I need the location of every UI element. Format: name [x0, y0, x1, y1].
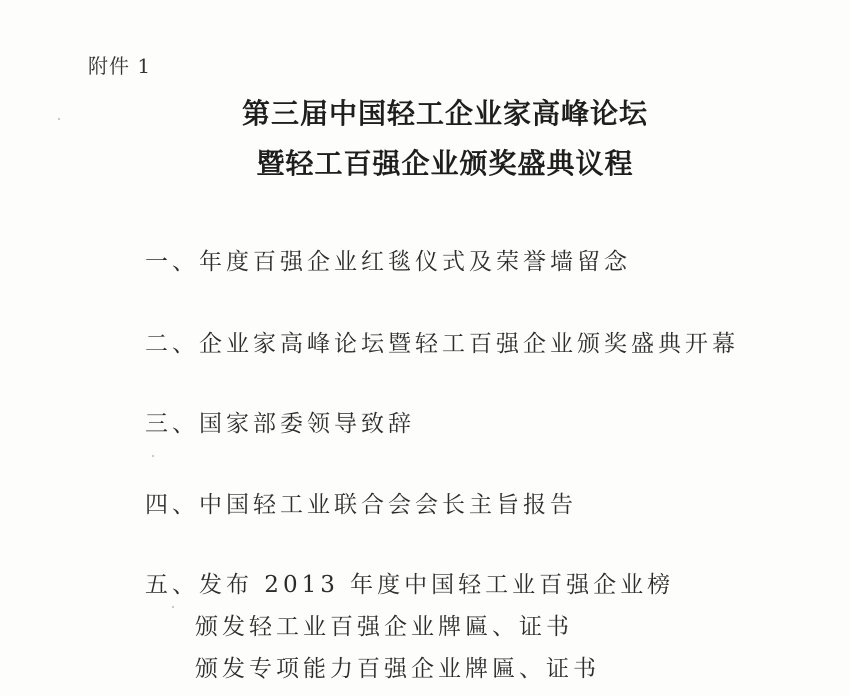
scan-speck [172, 606, 174, 608]
agenda-item-text: 年度百强企业红毯仪式及荣誉墙留念 [199, 249, 631, 275]
agenda-item-text: 企业家高峰论坛暨轻工百强企业颁奖盛典开幕 [199, 331, 739, 357]
document-title-line-1: 第三届中国轻工企业家高峰论坛 [241, 97, 648, 130]
agenda-item-text: 发布 2013 年度中国轻工业百强企业榜 [199, 572, 675, 598]
agenda-item-5 [145, 566, 674, 599]
agenda-item-1 [145, 243, 631, 276]
agenda-item-3 [145, 405, 415, 438]
agenda-item-text: 国家部委领导致辞 [199, 411, 415, 437]
agenda-item-4 [145, 486, 577, 519]
attachment-label: 附件 1 [88, 54, 152, 78]
agenda-item-number: 一、 [145, 249, 199, 275]
agenda-item-number: 三、 [145, 411, 199, 437]
agenda-item-2 [145, 325, 739, 358]
agenda-item-number: 二、 [145, 331, 199, 357]
scan-speck [152, 455, 154, 457]
agenda-sub-item-1: 颁发轻工业百强企业牌匾、证书 [195, 614, 573, 640]
scan-speck [58, 118, 60, 120]
agenda-item-number: 四、 [145, 492, 199, 518]
agenda-item-text: 中国轻工业联合会会长主旨报告 [199, 492, 577, 518]
document-title-line-2: 暨轻工百强企业颁奖盛典议程 [256, 147, 634, 180]
agenda-item-number: 五、 [145, 572, 199, 598]
agenda-sub-item-2: 颁发专项能力百强企业牌匾、证书 [195, 656, 600, 682]
